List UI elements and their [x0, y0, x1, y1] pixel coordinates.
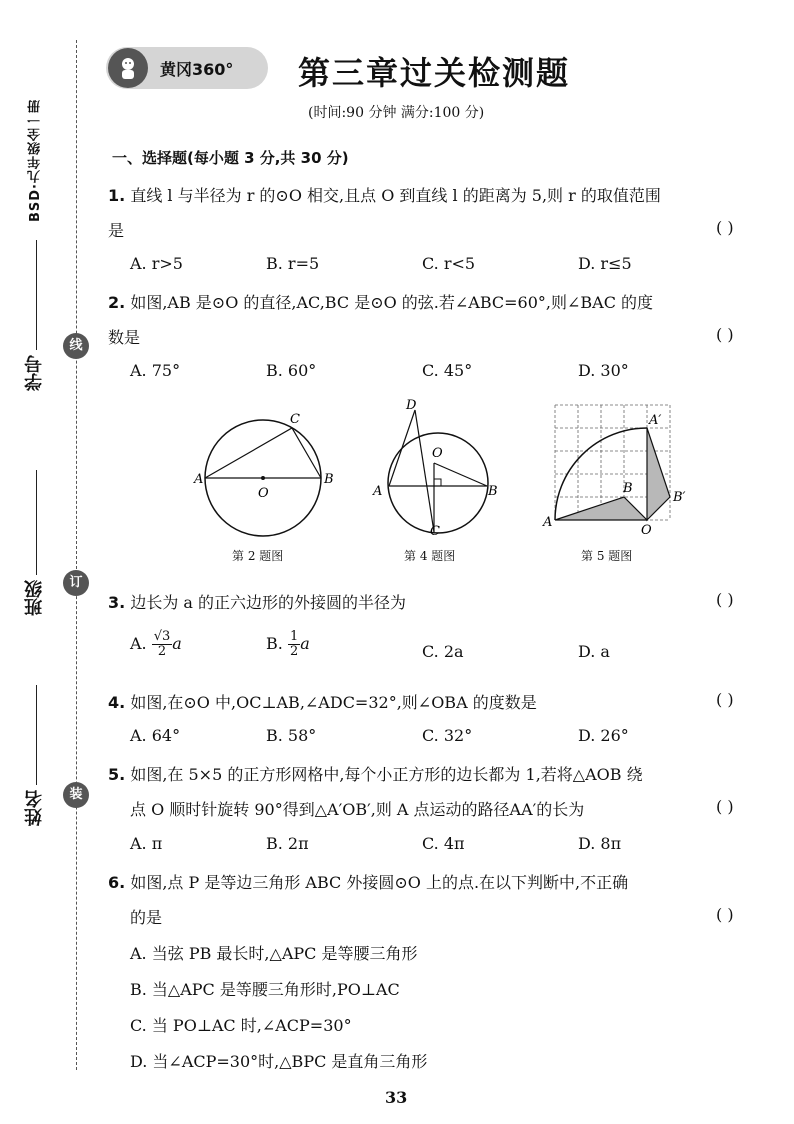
label-o: O: [258, 486, 269, 501]
option-b: [266, 630, 310, 659]
figure-4: [370, 395, 505, 540]
cut-line: [76, 40, 77, 1070]
label-c: C: [290, 412, 300, 427]
option-a: [130, 630, 182, 659]
class-label: 班级: [24, 580, 45, 616]
answer-blank: ( ): [716, 590, 734, 609]
binding-margin: [0, 0, 92, 1124]
answer-blank: ( ): [716, 218, 734, 237]
option-d: D. 26°: [578, 726, 629, 745]
label-c: C: [430, 524, 440, 539]
right-angle-mark: [434, 479, 441, 486]
question-number: 6.: [108, 873, 126, 892]
label-a-prime: A′: [649, 413, 662, 428]
label-o: O: [641, 523, 652, 538]
bind-mark-staple: 订: [63, 570, 89, 596]
question-number: 5.: [108, 765, 126, 784]
question-number: 1.: [108, 186, 126, 205]
option-c: C. 当 PO⊥AC 时,∠ACP=30°: [130, 1016, 352, 1035]
mascot-icon: [108, 48, 148, 88]
brand-logo: [106, 47, 268, 89]
exam-info: (时间:90 分钟 满分:100 分): [308, 105, 485, 121]
question-6: [108, 870, 628, 893]
option-d: D. 30°: [578, 361, 629, 380]
label-b: B: [488, 484, 498, 499]
label-a: A: [543, 515, 553, 530]
question-4: [108, 690, 537, 713]
question-text: 直线 l 与半径为 r 的⊙O 相交,且点 O 到直线 l 的距离为 5,则 r 的取值范围: [130, 186, 661, 205]
name-label: 姓名: [24, 790, 45, 826]
logo-text: 黄冈360°: [160, 59, 234, 79]
figure-2-caption: 第 2 题图: [232, 549, 284, 563]
option-a: A. 64°: [130, 726, 181, 745]
question-text: 如图,点 P 是等边三角形 ABC 外接圆⊙O 上的点.在以下判断中,不正确: [130, 873, 629, 892]
option-b: B. 60°: [266, 361, 317, 380]
fraction: [288, 630, 300, 659]
label-o: O: [432, 446, 443, 461]
question-text: 如图,在⊙O 中,OC⊥AB,∠ADC=32°,则∠OBA 的度数是: [130, 693, 537, 712]
question-1-line2: 是: [108, 221, 125, 240]
numerator: √3: [153, 629, 171, 644]
line-dc: [415, 410, 434, 532]
question-2: [108, 290, 653, 313]
option-letter: A.: [130, 634, 147, 653]
numerator: 1: [289, 629, 299, 644]
question-number: 4.: [108, 693, 126, 712]
figure-4-caption: 第 4 题图: [404, 549, 456, 563]
option-a: A. 当弦 PB 最长时,△APC 是等腰三角形: [130, 944, 418, 963]
option-d: D. a: [578, 642, 610, 661]
question-number: 2.: [108, 293, 126, 312]
option-c: C. 32°: [422, 726, 473, 745]
answer-blank: ( ): [716, 690, 734, 709]
denominator: 2: [289, 644, 299, 659]
label-a: A: [194, 472, 204, 487]
name-line: [36, 685, 38, 785]
grade-label: BSD·九年级全一册: [28, 98, 43, 222]
figure-2: [192, 405, 342, 540]
figure-5-caption: 第 5 题图: [581, 549, 633, 563]
question-text: 边长为 a 的正六边形的外接圆的半径为: [130, 593, 407, 612]
label-a: A: [373, 484, 383, 499]
answer-blank: ( ): [716, 905, 734, 924]
option-d: D. 当∠ACP=30°时,△BPC 是直角三角形: [130, 1052, 428, 1071]
question-6-line2: 的是: [130, 908, 163, 927]
line-ob: [434, 463, 487, 486]
answer-blank: ( ): [716, 797, 734, 816]
fraction: [152, 630, 173, 659]
option-a: A. r>5: [130, 254, 183, 273]
option-b: B. 58°: [266, 726, 317, 745]
option-d: D. r≤5: [578, 254, 632, 273]
option-c: C. 2a: [422, 642, 464, 661]
label-d: D: [406, 398, 417, 413]
student-id-line: [36, 240, 38, 350]
section-heading: 一、选择题(每小题 3 分,共 30 分): [112, 149, 349, 167]
center-point: [261, 476, 265, 480]
option-a: A. 75°: [130, 361, 181, 380]
question-3: [108, 590, 406, 613]
student-id-label: 学号: [24, 355, 45, 391]
question-number: 3.: [108, 593, 126, 612]
variable: a: [172, 634, 182, 653]
label-b: B: [623, 481, 633, 496]
question-text: 如图,AB 是⊙O 的直径,AC,BC 是⊙O 的弦.若∠ABC=60°,则∠BAC 的度: [130, 293, 654, 312]
bind-mark-bind: 装: [63, 782, 89, 808]
option-letter: B.: [266, 634, 283, 653]
option-d: D. 8π: [578, 834, 622, 853]
option-b: B. 2π: [266, 834, 309, 853]
page-number: 33: [385, 1088, 408, 1107]
answer-blank: ( ): [716, 325, 734, 344]
option-b: B. r=5: [266, 254, 320, 273]
question-5: [108, 762, 643, 785]
figure-5: [535, 400, 695, 540]
variable: a: [300, 634, 310, 653]
option-c: C. r<5: [422, 254, 476, 273]
denominator: 2: [157, 644, 167, 659]
option-a: A. π: [130, 834, 163, 853]
question-2-line2: 数是: [108, 328, 141, 347]
question-1: [108, 183, 661, 206]
bind-mark-line: 线: [63, 333, 89, 359]
chords-ac-bc: [205, 428, 321, 478]
label-b: B: [324, 472, 334, 487]
page-title: 第三章过关检测题: [298, 54, 571, 92]
option-b: B. 当△APC 是等腰三角形时,PO⊥AC: [130, 980, 400, 999]
option-c: C. 4π: [422, 834, 465, 853]
label-b-prime: B′: [673, 490, 686, 505]
question-5-line2: 点 O 顺时针旋转 90°得到△A′OB′,则 A 点运动的路径AA′的长为: [130, 800, 585, 819]
class-line: [36, 470, 38, 575]
question-text: 如图,在 5×5 的正方形网格中,每个小正方形的边长都为 1,若将△AOB 绕: [130, 765, 643, 784]
option-c: C. 45°: [422, 361, 473, 380]
line-da: [389, 410, 415, 486]
